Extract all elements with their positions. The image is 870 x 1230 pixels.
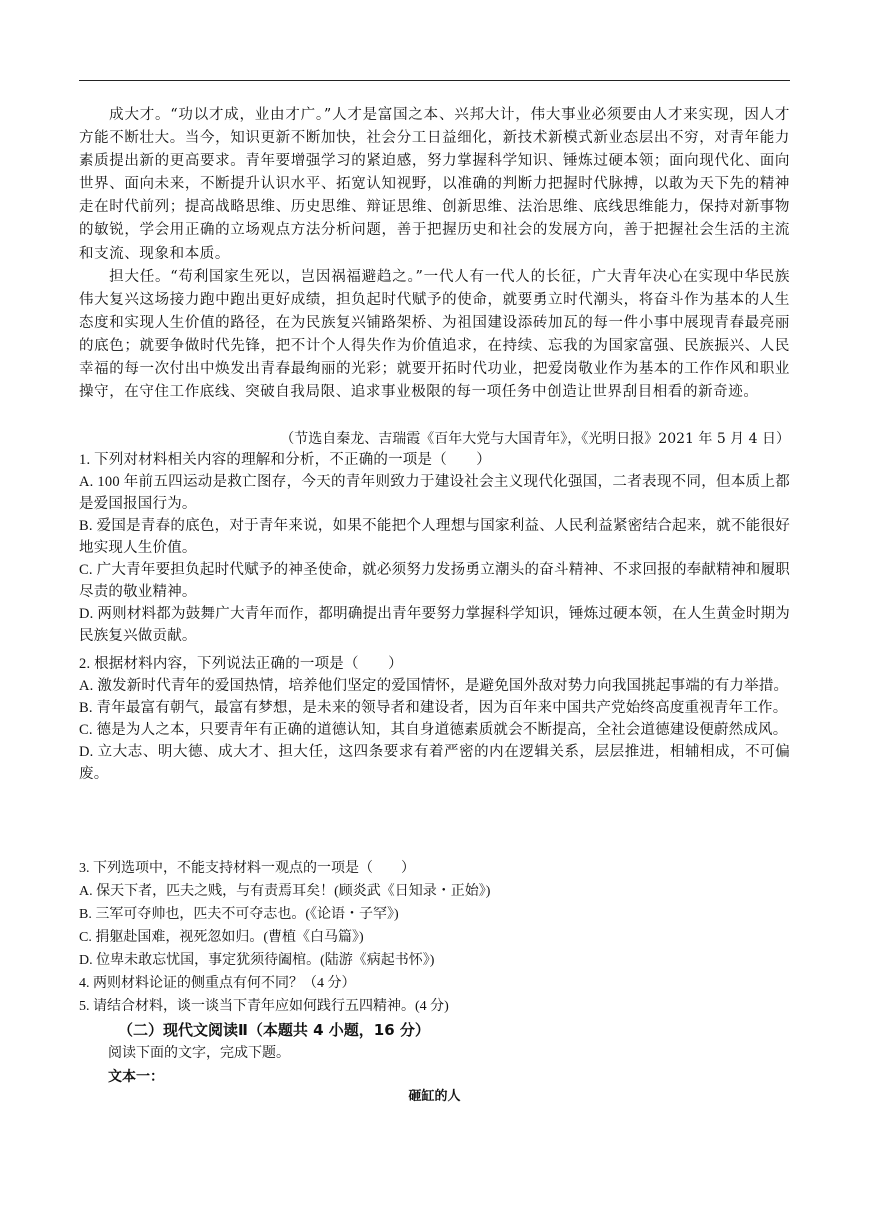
section-2-instruction: 阅读下面的文字，完成下题。: [108, 1046, 290, 1061]
text-one-label: 文本一：: [108, 1069, 164, 1085]
question-1-option-c: C. 广大青年要担负起时代赋予的神圣使命，就必须努力发扬勇立潮头的奋斗精神、不求回报的奉献精神和履职尽责的敬业精神。: [79, 562, 790, 600]
passage-text-1: 成大才。“功以才成，业由才广。”人才是富国之本、兴邦大计，伟大事业必须要由人才来实现，因人才方能不断壮大。当今，知识更新不断加快，社会分工日益细化，新技术新模式新业态层出不穷，对青年能力素质提出新的更高要求。青年要增强学习的紧迫感，努力掌握科学知识、锤炼过硬本领；面向现代化、面向世界、面向未来，不断提升认识水平、拓宽认知视野，以准确的判断力把握时代脉搏，以敢为天下先的精神走在时代前列；提高战略思维、历史思维、辩证思维、创新思维、法治思维、底线思维能力，保持对新事物的敏锐，学会用正确的立场观点方法分析问题，善于把握历史和社会的发展方向，善于把握社会生活的主流和支流、现象和本质。: [79, 107, 790, 262]
question-2-option-a: A. 激发新时代青年的爱国热情，培养他们坚定的爱国情怀，是避免国外敌对势力向我国挑起事端的有力举措。: [79, 678, 789, 694]
question-3-option-d: D. 位卑未敢忘忧国，事定犹须待阖棺。(陆游《病起书怀》): [79, 953, 435, 968]
question-5: 5. 请结合材料，谈一谈当下青年应如何践行五四精神。(4 分): [79, 999, 449, 1014]
question-1-stem: 1. 下列对材料相关内容的理解和分析，不正确的一项是（ ）: [79, 452, 491, 468]
question-3-stem: 3. 下列选项中，不能支持材料一观点的一项是（ ）: [79, 861, 415, 876]
question-2-option-d: D. 立大志、明大德、成大才、担大任，这四条要求有着严密的内在逻辑关系，层层推进，相辅相成，不可偏废。: [79, 744, 790, 782]
question-3-option-b: B. 三军可夺帅也，匹夫不可夺志也。(《论语・子罕》): [79, 907, 399, 922]
question-3-option-a: A. 保天下者，匹夫之贱，与有责焉耳矣！(顾炎武《日知录・正始》): [79, 884, 491, 899]
question-2-stem: 2. 根据材料内容，下列说法正确的一项是（ ）: [79, 656, 403, 672]
question-1-option-d: D. 两则材料都为鼓舞广大青年而作，都明确提出青年要努力掌握科学知识，锤炼过硬本领，在人生黄金时期为民族复兴做贡献。: [79, 606, 790, 644]
story-title: 砸缸的人: [408, 1089, 461, 1104]
question-4: 4. 两则材料论证的侧重点有何不同？（4 分）: [79, 976, 356, 991]
passage-source: （节选自秦龙、吉瑞霞《百年大党与大国青年》，《光明日报》2021 年 5 月 4 日）: [280, 431, 790, 447]
passage-paragraph-1: [79, 104, 790, 266]
header-rule: [79, 80, 790, 81]
question-1-option-a: A. 100 年前五四运动是救亡图存，今天的青年则致力于建设社会主义现代化强国，二者表现不同，但本质上都是爱国报国行为。: [79, 474, 790, 512]
passage-text-2: 担大任。“苟利国家生死以，岂因祸福避趋之。”一代人有一代人的长征，广大青年决心在实现中华民族伟大复兴这场接力跑中跑出更好成绩，担负起时代赋予的使命，就要勇立时代潮头，将奋斗作为基本的人生态度和实现人生价值的路径，在为民族复兴铺路架桥、为祖国建设添砖加瓦的每一件小事中展现青春最亮丽的底色；就要争做时代先锋，把不计个人得失作为价值追求，在持续、忘我的为国家富强、民族振兴、人民幸福的每一次付出中焕发出青春最绚丽的光彩；就要开拓时代功业，把爱岗敬业作为基本的工作作风和职业操守，在守住工作底线、突破自我局限、追求事业极限的每一项任务中创造让世界刮目相看的新奇迹。: [79, 269, 790, 401]
question-2: [79, 653, 790, 785]
passage-paragraph-2: [79, 266, 790, 405]
question-3-option-c: C. 捐躯赴国难，视死忽如归。(曹植《白马篇》): [79, 930, 364, 945]
question-1-option-b: B. 爱国是青春的底色，对于青年来说，如果不能把个人理想与国家利益、人民利益紧密结合起来，就不能很好地实现人生价值。: [79, 518, 790, 556]
question-1: [79, 449, 790, 647]
question-2-option-b: B. 青年最富有朝气，最富有梦想，是未来的领导者和建设者，因为百年来中国共产党始终高度重视青年工作。: [79, 700, 788, 716]
section-2-title: （二）现代文阅读Ⅱ（本题共 4 小题，16 分）: [118, 1021, 430, 1039]
question-2-option-c: C. 德是为人之本，只要青年有正确的道德认知，其自身道德素质就会不断提高，全社会道德建设便蔚然成风。: [79, 722, 788, 738]
